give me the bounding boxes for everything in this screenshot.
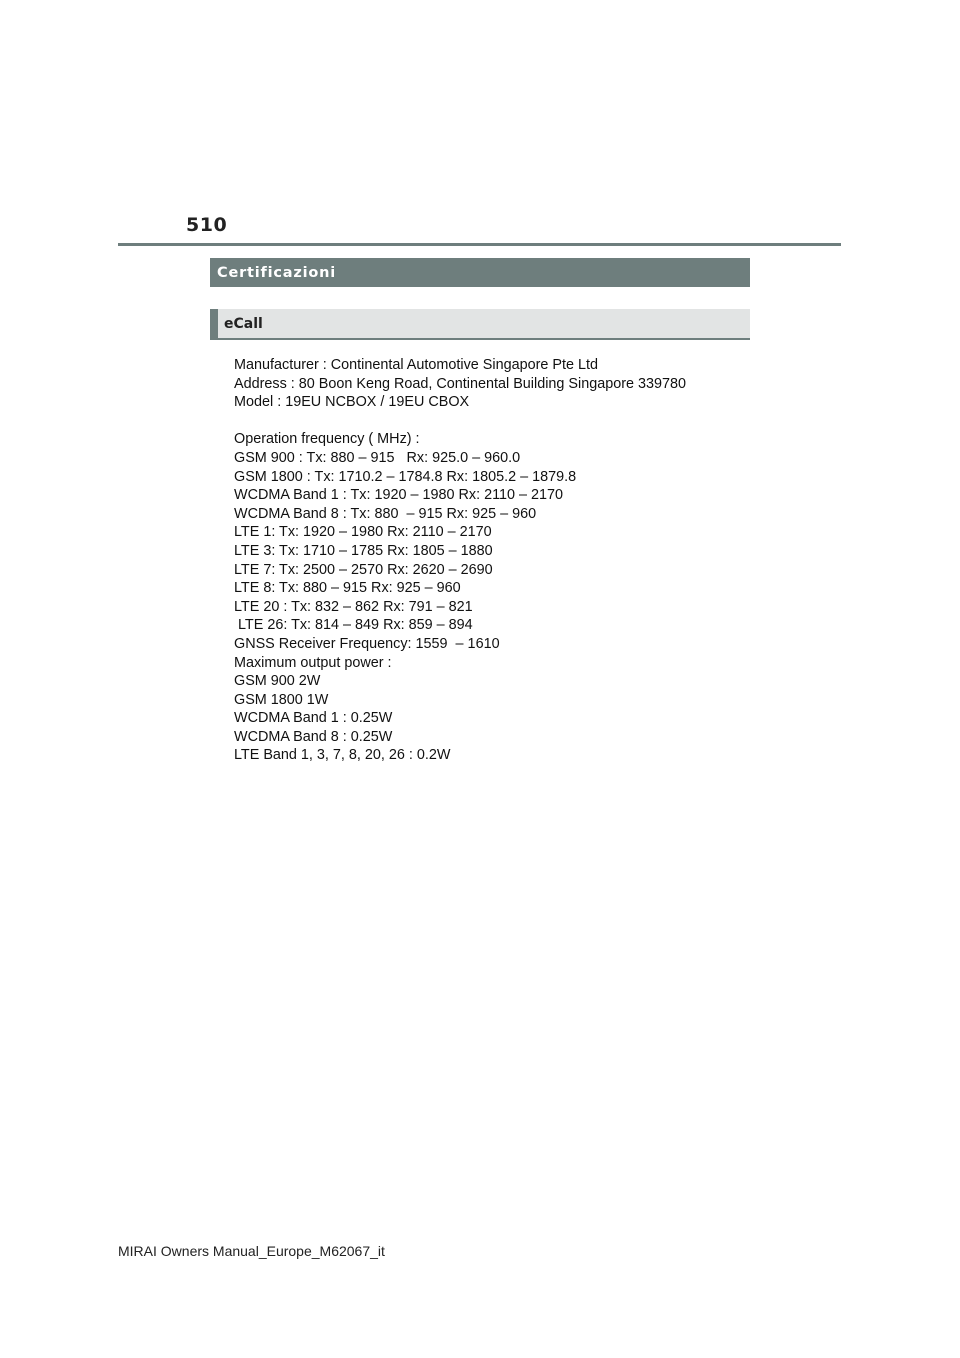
text-line: WCDMA Band 1 : 0.25W	[234, 710, 393, 727]
text-line: GSM 900 : Tx: 880 – 915 Rx: 925.0 – 960.0	[234, 449, 521, 466]
page-footer: MIRAI Owners Manual_Europe_M62067_it	[118, 1243, 385, 1259]
text-line: GSM 1800 : Tx: 1710.2 – 1784.8 Rx: 1805.2 – 1879.8	[234, 468, 577, 485]
text-line: Manufacturer : Continental Automotive Singapore Pte Ltd	[234, 357, 598, 373]
subsection-title: eCall	[224, 315, 263, 332]
text-line: GSM 900 2W	[234, 673, 321, 690]
text-line: WCDMA Band 8 : 0.25W	[234, 728, 393, 745]
text-line: LTE 8: Tx: 880 – 915 Rx: 925 – 960	[234, 580, 461, 597]
page-number: 510	[186, 214, 228, 236]
subsection-accent-bar	[210, 309, 218, 338]
text-line: WCDMA Band 8 : Tx: 880 – 915 Rx: 925 – 960	[234, 505, 537, 522]
text-line	[234, 412, 754, 431]
header-rule	[118, 243, 841, 246]
section-title: Certificazioni	[217, 264, 337, 281]
text-line: LTE 26: Tx: 814 – 849 Rx: 859 – 894	[234, 617, 473, 634]
text-line: LTE 1: Tx: 1920 – 1980 Rx: 2110 – 2170	[234, 524, 492, 541]
text-line: Maximum output power :	[234, 654, 392, 671]
section-header	[210, 258, 750, 287]
text-line: Model : 19EU NCBOX / 19EU CBOX	[234, 394, 470, 411]
text-line: LTE 7: Tx: 2500 – 2570 Rx: 2620 – 2690	[234, 561, 493, 578]
text-line: LTE 3: Tx: 1710 – 1785 Rx: 1805 – 1880	[234, 542, 493, 559]
certification-text	[234, 356, 754, 765]
text-line: Address : 80 Boon Keng Road, Continental Building Singapore 339780	[234, 375, 687, 392]
text-line: LTE Band 1, 3, 7, 8, 20, 26 : 0.2W	[234, 747, 451, 764]
text-line: LTE 20 : Tx: 832 – 862 Rx: 791 – 821	[234, 598, 473, 615]
text-line: GSM 1800 1W	[234, 691, 329, 708]
text-line: GNSS Receiver Frequency: 1559 – 1610	[234, 635, 500, 652]
subsection-header	[210, 309, 750, 340]
text-line: WCDMA Band 1 : Tx: 1920 – 1980 Rx: 2110 – 2170	[234, 487, 564, 504]
text-line: Operation frequency ( MHz) :	[234, 431, 420, 448]
